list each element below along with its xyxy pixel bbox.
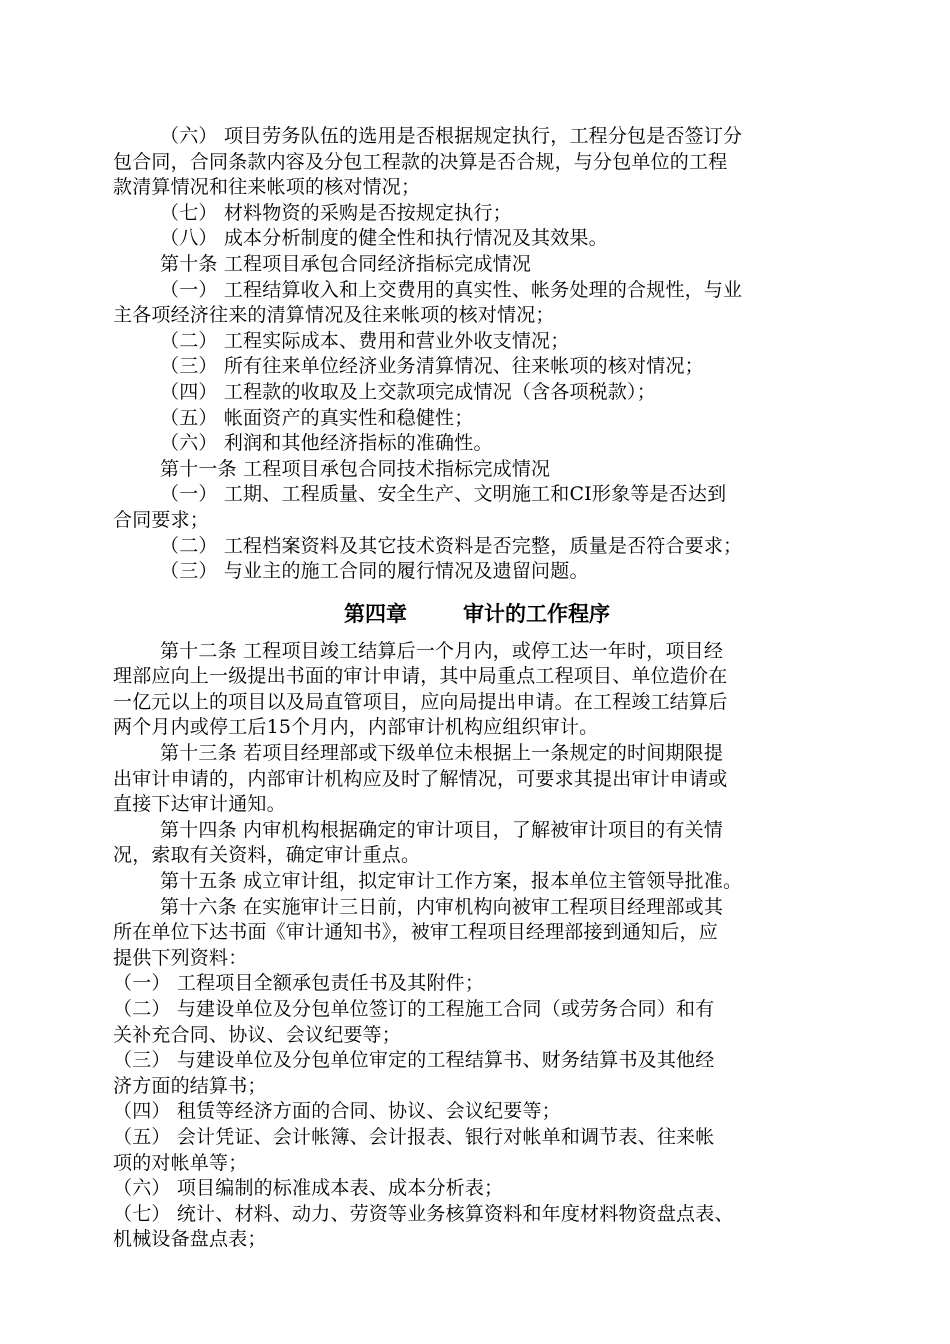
text-line: （一） 工程项目全额承包责任书及其附件；: [113, 972, 485, 995]
text-line: （三） 与建设单位及分包单位审定的工程结算书、财务结算书及其他经: [113, 1049, 715, 1072]
text-line: （八） 成本分析制度的健全性和执行情况及其效果。: [160, 227, 608, 250]
text-line: （七） 统计、材料、动力、劳资等业务核算资料和年度材料物资盘点表、: [113, 1202, 734, 1225]
text-line: 所在单位下达书面《审计通知书》，被审工程项目经理部接到通知后，应: [113, 921, 718, 944]
text-line: （二） 工程档案资料及其它技术资料是否完整，质量是否符合要求；: [160, 534, 743, 557]
text-line: （七） 材料物资的采购是否按规定执行；: [160, 201, 512, 224]
chapter-number: 第四章: [344, 601, 407, 626]
chapter-three-body: [113, 124, 841, 585]
text-line: 主各项经济往来的清算情况及往来帐项的核对情况；: [113, 304, 555, 327]
text-line: （五） 帐面资产的真实性和稳健性；: [160, 406, 474, 429]
text-line: （一） 工期、工程质量、安全生产、文明施工和CI形象等是否达到: [160, 483, 727, 506]
text-line: 第十五条 成立审计组，拟定审计工作方案，报本单位主管领导批准。: [160, 870, 743, 893]
chapter-title: 审计的工作程序: [463, 601, 610, 626]
text-line: （三） 所有往来单位经济业务清算情况、往来帐项的核对情况；: [160, 355, 704, 378]
text-line: 两个月内或停工后15个月内，内部审计机构应组织审计。: [113, 716, 599, 739]
text-line: 况，索取有关资料，确定审计重点。: [113, 844, 421, 867]
text-line: （六） 项目劳务队伍的选用是否根据规定执行，工程分包是否签订分: [160, 125, 743, 147]
text-line: 第十二条 工程项目竣工结算后一个月内，或停工达一年时，项目经: [160, 639, 724, 662]
text-line: （二） 与建设单位及分包单位签订的工程施工合同（或劳务合同）和有: [113, 998, 715, 1020]
text-line: 提供下列资料：: [113, 946, 248, 969]
text-line: 机械设备盘点表；: [113, 1228, 267, 1251]
text-line: （三） 与业主的施工合同的履行情况及遗留问题。: [160, 560, 589, 583]
text-line: 第十条 工程项目承包合同经济指标完成情况: [160, 252, 532, 275]
text-line: 出审计申请的，内部审计机构应及时了解情况，可要求其提出审计申请或: [113, 767, 728, 790]
text-line: 项的对帐单等；: [113, 1151, 248, 1174]
text-line: 直接下达审计通知。: [113, 793, 286, 816]
text-line: （二） 工程实际成本、费用和营业外收支情况；: [160, 329, 570, 352]
text-line: 第十四条 内审机构根据确定的审计项目，了解被审计项目的有关情: [160, 818, 724, 841]
text-line: 包合同，合同条款内容及分包工程款的决算是否合规，与分包单位的工程: [113, 150, 728, 173]
text-line: 关补充合同、协议、会议纪要等；: [113, 1023, 402, 1046]
text-line: 济方面的结算书；: [113, 1074, 267, 1097]
text-line: 理部应向上一级提出书面的审计申请，其中局重点工程项目、单位造价在: [113, 665, 728, 688]
text-line: 款清算情况和往来帐项的核对情况；: [113, 176, 421, 199]
chapter-heading: [113, 591, 841, 637]
text-line: 第十一条 工程项目承包合同技术指标完成情况: [160, 457, 551, 480]
chapter-four-body: [113, 639, 841, 1253]
text-line: 第十三条 若项目经理部或下级单位未根据上一条规定的时间期限提: [160, 742, 724, 765]
text-line: （五） 会计凭证、会计帐簿、会计报表、银行对帐单和调节表、往来帐: [113, 1125, 715, 1148]
text-line: 合同要求；: [113, 508, 210, 531]
text-line: （六） 利润和其他经济指标的准确性。: [160, 432, 493, 455]
text-line: （六） 项目编制的标准成本表、成本分析表；: [113, 1177, 504, 1200]
text-line: 一亿元以上的项目以及局直管项目，应向局提出申请。在工程竣工结算后: [113, 690, 728, 713]
text-line: 第十六条 在实施审计三日前，内审机构向被审工程项目经理部或其: [160, 895, 724, 918]
text-line: （四） 租赁等经济方面的合同、协议、会议纪要等；: [113, 1100, 561, 1123]
text-line: （一） 工程结算收入和上交费用的真实性、帐务处理的合规性，与业: [160, 278, 743, 301]
text-line: （四） 工程款的收取及上交款项完成情况（含各项税款）；: [160, 380, 656, 403]
document-page: [113, 124, 841, 1253]
